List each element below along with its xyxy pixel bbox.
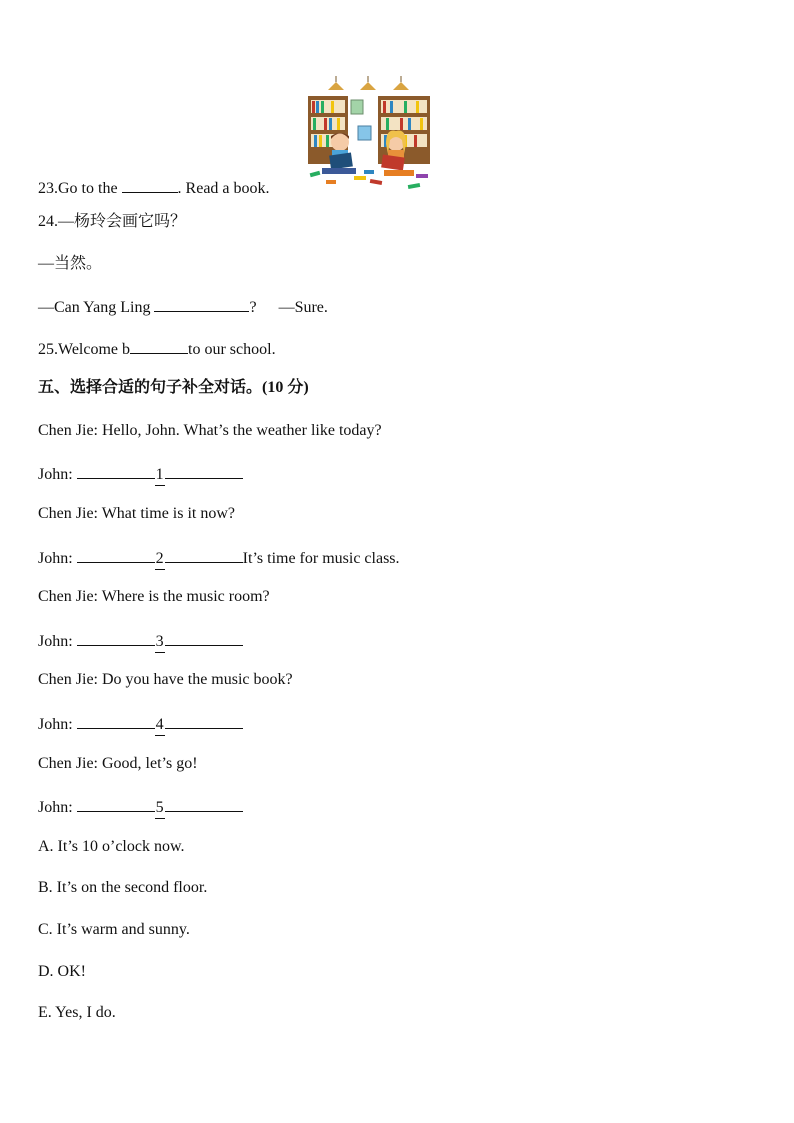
option-c: C. It’s warm and sunny. [38, 921, 190, 938]
question-25 [38, 338, 276, 360]
q24-blank[interactable] [154, 296, 249, 312]
speaker-label: John: [38, 550, 77, 567]
option-e: E. Yes, I do. [38, 1004, 116, 1021]
dialog-answer-2-tail: It’s time for music class. [242, 550, 400, 567]
dialog-answer-2 [38, 546, 400, 570]
answer-blank-1[interactable]: 1 [77, 462, 243, 486]
question-24-chinese-answer: —当然。 [38, 255, 103, 272]
dialog-answer-5 [38, 795, 243, 819]
option-b: B. It’s on the second floor. [38, 879, 208, 896]
dialog-answer-1 [38, 462, 243, 486]
dialog-line-2: Chen Jie: What time is it now? [38, 505, 236, 522]
question-23 [38, 177, 270, 199]
q23-suffix: . Read a book. [177, 180, 270, 197]
section-5-title: 五、选择合适的句子补全对话。(10 分) [38, 379, 309, 396]
answer-blank-5[interactable]: 5 [77, 795, 243, 819]
answer-blank-2[interactable]: 2 [77, 546, 243, 570]
answer-blank-4[interactable]: 4 [77, 712, 243, 736]
speaker-label: John: [38, 716, 77, 733]
q24-suffix: ? [249, 299, 257, 316]
dialog-line-3: Chen Jie: Where is the music room? [38, 588, 270, 605]
dialog-line-4: Chen Jie: Do you have the music book? [38, 671, 293, 688]
dialog-line-5: Chen Jie: Good, let’s go! [38, 755, 198, 772]
question-24-english [38, 296, 328, 318]
q24-answer: —Sure. [278, 299, 328, 316]
dialog-answer-3 [38, 629, 243, 653]
dialog-answer-4 [38, 712, 243, 736]
question-24-chinese: 24.—杨玲会画它吗？ [38, 213, 187, 230]
option-d: D. OK! [38, 963, 86, 980]
lamp-icon [328, 76, 409, 90]
speaker-label: John: [38, 633, 77, 650]
q23-prefix: 23.Go to the [38, 180, 122, 197]
q25-blank[interactable] [130, 338, 188, 354]
q24-prefix: —Can Yang Ling [38, 299, 155, 316]
q25-prefix: 25.Welcome b [38, 341, 131, 358]
dialog-line-1: Chen Jie: Hello, John. What’s the weather like today? [38, 422, 382, 439]
library-reading-kids-illustration [304, 76, 436, 192]
q25-suffix: to our school. [188, 341, 276, 358]
answer-blank-3[interactable]: 3 [77, 629, 243, 653]
option-a: A. It’s 10 o’clock now. [38, 838, 185, 855]
speaker-label: John: [38, 799, 77, 816]
q23-blank[interactable] [122, 177, 178, 193]
speaker-label: John: [38, 466, 77, 483]
